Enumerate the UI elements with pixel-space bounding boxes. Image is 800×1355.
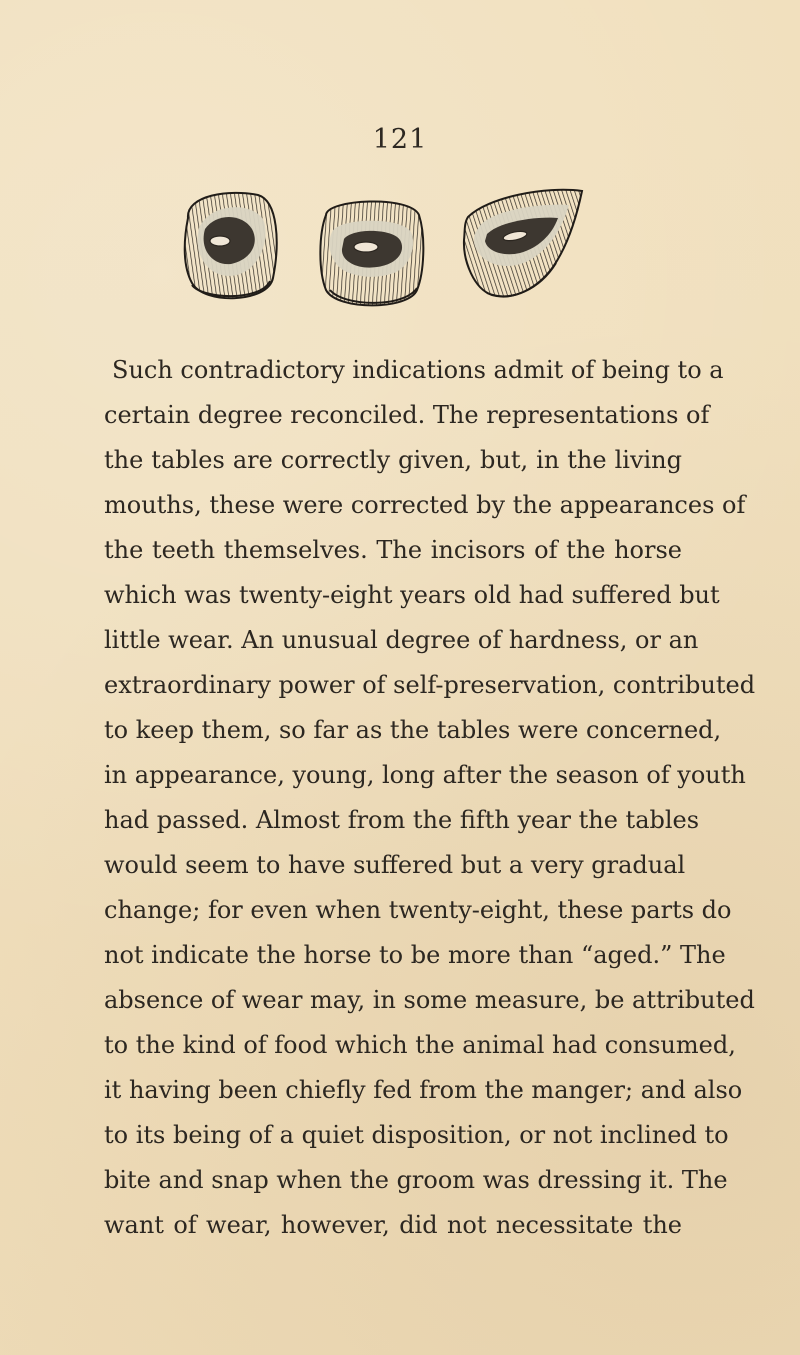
text-line: the tables are correctly given, but, in the living (104, 446, 682, 474)
incisor-table-figures (160, 183, 620, 318)
text-line: to keep them, so far as the tables were concerned, (104, 716, 722, 744)
text-line: Such contradictory indications admit of being to a (112, 356, 724, 384)
text-line: would seem to have suffered but a very gradual (104, 851, 686, 879)
tooth-table-icon-middle (308, 187, 436, 317)
text-line: mouths, these were corrected by the appearances of (104, 491, 746, 519)
text-line: to its being of a quiet disposition, or not inclined to (104, 1121, 729, 1149)
text-line: bite and snap when the groom was dressing it. The (104, 1166, 728, 1194)
text-line: not indicate the horse to be more than “aged.” The (104, 941, 726, 969)
text-line: change; for even when twenty-eight, these parts do (104, 896, 732, 924)
text-line: certain degree reconciled. The representations of (104, 401, 710, 429)
text-line: which was twenty-eight years old had suffered but (104, 581, 720, 609)
text-line: extraordinary power of self-preservation, contributed (104, 671, 756, 699)
text-line: absence of wear may, in some measure, be attributed (104, 986, 755, 1014)
page-number: 121 (372, 124, 428, 155)
text-line: it having been chiefly fed from the manger; and also (104, 1076, 743, 1104)
text-line: to the kind of food which the animal had consumed, (104, 1031, 736, 1059)
text-line: in appearance, young, long after the season of youth (104, 761, 746, 789)
text-line: the teeth themselves. The incisors of the horse (104, 536, 682, 564)
tooth-table-icon-right (458, 183, 586, 313)
text-line: little wear. An unusual degree of hardness, or an (104, 626, 699, 654)
text-line: want of wear, however, did not necessitate the (104, 1211, 682, 1239)
tooth-table-icon-left (168, 183, 296, 313)
page-body-text (104, 348, 756, 1248)
text-line: had passed. Almost from the fifth year the tables (104, 806, 700, 834)
